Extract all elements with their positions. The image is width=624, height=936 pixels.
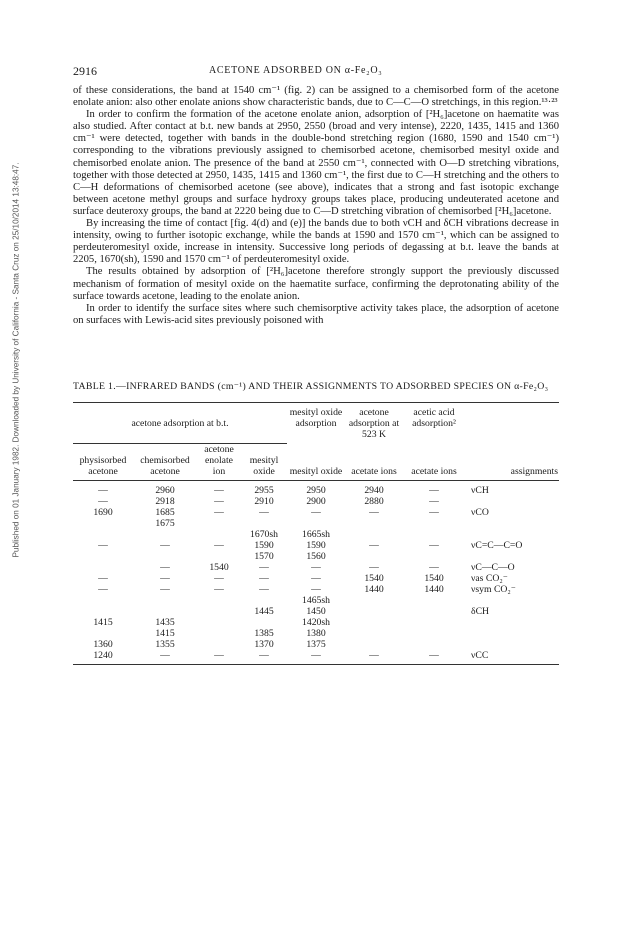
download-watermark [10,100,22,620]
table-cell: 2955 [254,484,274,496]
table-cell [345,628,403,639]
table-cell [345,529,403,540]
table-cell: — [98,572,108,584]
table-row [73,573,559,584]
table-cell: 1380 [306,627,326,639]
table-cell [345,639,403,650]
table-cell [345,595,403,606]
table-cell: — [259,506,269,518]
table-cell [403,606,465,617]
table-row [73,507,559,518]
table-cell: 1690 [93,506,113,518]
table-cell [73,551,133,562]
ir-bands-table [73,402,559,665]
table-cell: 1385 [254,627,274,639]
table-cell [403,595,465,606]
table-cell [403,551,465,562]
table-cell: — [369,561,379,573]
assignment-cell [465,639,559,650]
table-cell [345,606,403,617]
table-row [73,562,559,573]
table-cell: 1420sh [302,616,330,628]
table-cell: 2900 [306,495,326,507]
group-header-mesityl: mesityl oxide adsorption [289,406,343,429]
table-cell [345,518,403,529]
table-cell [133,529,197,540]
table-cell: — [214,649,224,661]
column-header: acetone enolate ion [204,443,234,477]
table-cell: 1560 [306,550,326,562]
table-cell: 1435 [155,616,175,628]
table-cell [73,628,133,639]
table-cell: 2918 [155,495,175,507]
assignment-cell: δCH [471,605,490,617]
table-cell: — [160,539,170,551]
group-header-acetone-523: acetone adsorption at 523 K [348,406,400,440]
table-cell [403,617,465,628]
table-cell: — [429,495,439,507]
assignment-cell: νCO [471,506,489,518]
column-header: acetate ions [351,465,397,477]
column-header: acetate ions [411,465,457,477]
table-cell: — [214,495,224,507]
table-cell: 1540 [209,561,229,573]
table-row [73,518,559,529]
table-cell [73,606,133,617]
body-text [73,85,559,327]
table-cell: 1415 [93,616,113,628]
table-cell: — [98,539,108,551]
table-cell: 1375 [306,638,326,650]
table-cell: — [429,561,439,573]
table-cell: — [369,539,379,551]
paragraph: The results obtained by adsorption of [²H₆]acetone therefore strongly support the previously discussed mechanism of formation of mesityl oxide on the haematite surface, confirming the deprotonating ability of the surface towards acetone, leading to the enolate anion. [73,266,559,302]
table-cell [403,529,465,540]
table-cell [403,628,465,639]
table-cell: — [160,583,170,595]
paragraph: In order to confirm the formation of the acetone enolate anion, adsorption of [²H₆]acetone on haematite was also studied. After contact at b.t. new bands at 2950, 2550 (broad and very intense), 2220, 1435, 1415 and 1360 cm⁻¹ were detected, together with bands in the double-bond stretching region (1680, 1590 and 1540 cm⁻¹) corresponding to the vibrations previously assigned to chemisorbed acetone, chemisorbed mesityl oxide and chemisorbed enolate anion. The presence of the band at 2550 cm⁻¹, connected with O—D stretching vibrations, together with those detected at 2950, 1435, 1415 and 1360 cm⁻¹, the first due to C—H stretching and the others to C—H deformations of chemisorbed acetone (see above), indicates that a strong and fast isotopic exchange between acetone methyl groups and surface hydroxy groups takes place, producing undeuterated acetone and surface deuteroxy groups, the band at 2220 being due to C—D stretching vibration of chemisorbed [²H₆]acetone. [73,109,559,217]
table-cell: 1440 [424,583,444,595]
table-cell [403,639,465,650]
table-cell: — [259,572,269,584]
assignment-cell [465,617,559,628]
table-cell: — [214,583,224,595]
table-row [73,628,559,639]
table-cell [133,595,197,606]
table-cell: — [311,561,321,573]
table-cell: — [429,484,439,496]
assignment-cell: νC=C—C=O [471,539,523,551]
table-row [73,540,559,551]
table-row [73,617,559,628]
table-cell [133,551,197,562]
table-cell [197,595,241,606]
table-row [73,639,559,650]
table-row [73,529,559,540]
table-cell: — [259,649,269,661]
table-row [73,595,559,606]
table-row [73,485,559,496]
table-cell [197,617,241,628]
page [73,64,559,665]
table-cell [197,551,241,562]
table-cell: — [160,561,170,573]
table-cell: 1415 [155,627,175,639]
download-watermark-text: Published on 01 January 1982. Downloaded by University of California - Santa Cruz on 25/10/2014 13:48:47. [11,162,21,558]
table-cell [197,639,241,650]
assignment-cell: νCC [471,649,489,661]
table-cell: — [98,495,108,507]
assignment-cell [465,551,559,562]
table-cell [197,606,241,617]
table-cell: 1685 [155,506,175,518]
table-cell: 1590 [254,539,274,551]
table-cell [287,518,345,529]
table-cell: — [429,506,439,518]
page-header [73,64,559,80]
table-cell: — [311,649,321,661]
table-cell: — [311,572,321,584]
table-cell [403,518,465,529]
assignment-cell [465,595,559,606]
table-cell: 1675 [155,517,175,529]
table-cell [241,595,287,606]
table-cell: — [214,572,224,584]
table-cell: — [214,506,224,518]
table-cell: 1450 [306,605,326,617]
table-cell [197,628,241,639]
table-cell: — [160,572,170,584]
assignment-cell: νas CO₂⁻ [471,572,508,584]
table-cell: — [429,539,439,551]
table-cell: 1570 [254,550,274,562]
table-cell: — [214,539,224,551]
column-header: physisorbed acetone [79,454,127,477]
table-cell: — [259,561,269,573]
paragraph: In order to identify the surface sites where such chemisorptive activity takes place, the adsorption of acetone on surfaces with Lewis-acid sites previously poisoned with [73,302,559,326]
column-header: chemisorbed acetone [140,454,190,477]
table-cell [73,518,133,529]
table-cell: 1360 [93,638,113,650]
assignment-cell [465,496,559,507]
table-cell: — [160,649,170,661]
table-cell: 1445 [254,605,274,617]
table-row [73,551,559,562]
table-cell: — [98,583,108,595]
table-cell: 1370 [254,638,274,650]
table-cell: — [259,583,269,595]
table-cell: 2880 [364,495,384,507]
table-body [73,485,559,661]
table-cell [133,606,197,617]
table-cell: 2950 [306,484,326,496]
assignment-cell: νsym CO₂⁻ [471,583,516,595]
table-row [73,584,559,595]
table-cell [197,529,241,540]
table-cell: 1665sh [302,528,330,540]
assignment-cell: νC—C—O [471,561,515,573]
table-cell [197,518,241,529]
table-cell [73,529,133,540]
table-cell [241,518,287,529]
column-header: assignments [510,465,558,477]
group-header-bt: acetone adsorption at b.t. [131,417,229,429]
table-cell: — [98,484,108,496]
table-cell [73,595,133,606]
table-caption: TABLE 1.—INFRARED BANDS (cm⁻¹) AND THEIR ASSIGNMENTS TO ADSORBED SPECIES ON α-Fe₂O₃ [73,380,549,392]
table-cell [73,562,133,573]
table-cell [345,617,403,628]
table-cell: 2960 [155,484,175,496]
table-row [73,606,559,617]
table-cell: — [369,506,379,518]
group-header-acetic-acid: acetic acid adsorption² [412,406,456,429]
table-cell: — [311,583,321,595]
table-cell: 1540 [364,572,384,584]
assignment-cell: νCH [471,484,489,496]
table-cell: 1355 [155,638,175,650]
table-cell: 2910 [254,495,274,507]
table-cell: 1590 [306,539,326,551]
table-cell: 1670sh [250,528,278,540]
table-cell [241,617,287,628]
table-cell: — [311,506,321,518]
column-header: mesityl oxide [289,465,343,477]
page-number: 2916 [73,64,97,78]
table-row [73,496,559,507]
paragraph: By increasing the time of contact [fig. 4(d) and (e)] the bands due to both νCH and δCH vibrations decrease in intensity, owing to further isotopic exchange, while the bands at 1590 and 1570 cm⁻¹, which can be assigned to perdeuteromesityl oxide, increase in intensity. Successive long periods of degassing at b.t. leave the bands at 2205, 1670(sh), 1590 and 1570 cm⁻¹ of perdeuteromesityl oxide. [73,218,559,266]
table-cell: 1440 [364,583,384,595]
paragraph: of these considerations, the band at 1540 cm⁻¹ (fig. 2) can be assigned to a chemisorbed form of the acetone enolate anion: also other enolate anions show characteristic bands, due to C—C—O stretchings, in this region.¹³·²³ [73,85,559,109]
table-cell: 2940 [364,484,384,496]
table-cell: 1240 [93,649,113,661]
assignment-cell [465,518,559,529]
assignment-cell [465,628,559,639]
table-cell: 1540 [424,572,444,584]
table-cell: — [214,484,224,496]
table-cell [345,551,403,562]
table-cell: — [429,649,439,661]
column-header: mesityl oxide [249,454,279,477]
table-cell: 1465sh [302,594,330,606]
assignment-cell [465,529,559,540]
table-row [73,650,559,661]
table-cell: — [369,649,379,661]
running-title: ACETONE ADSORBED ON α-Fe₂O₃ [209,65,383,76]
